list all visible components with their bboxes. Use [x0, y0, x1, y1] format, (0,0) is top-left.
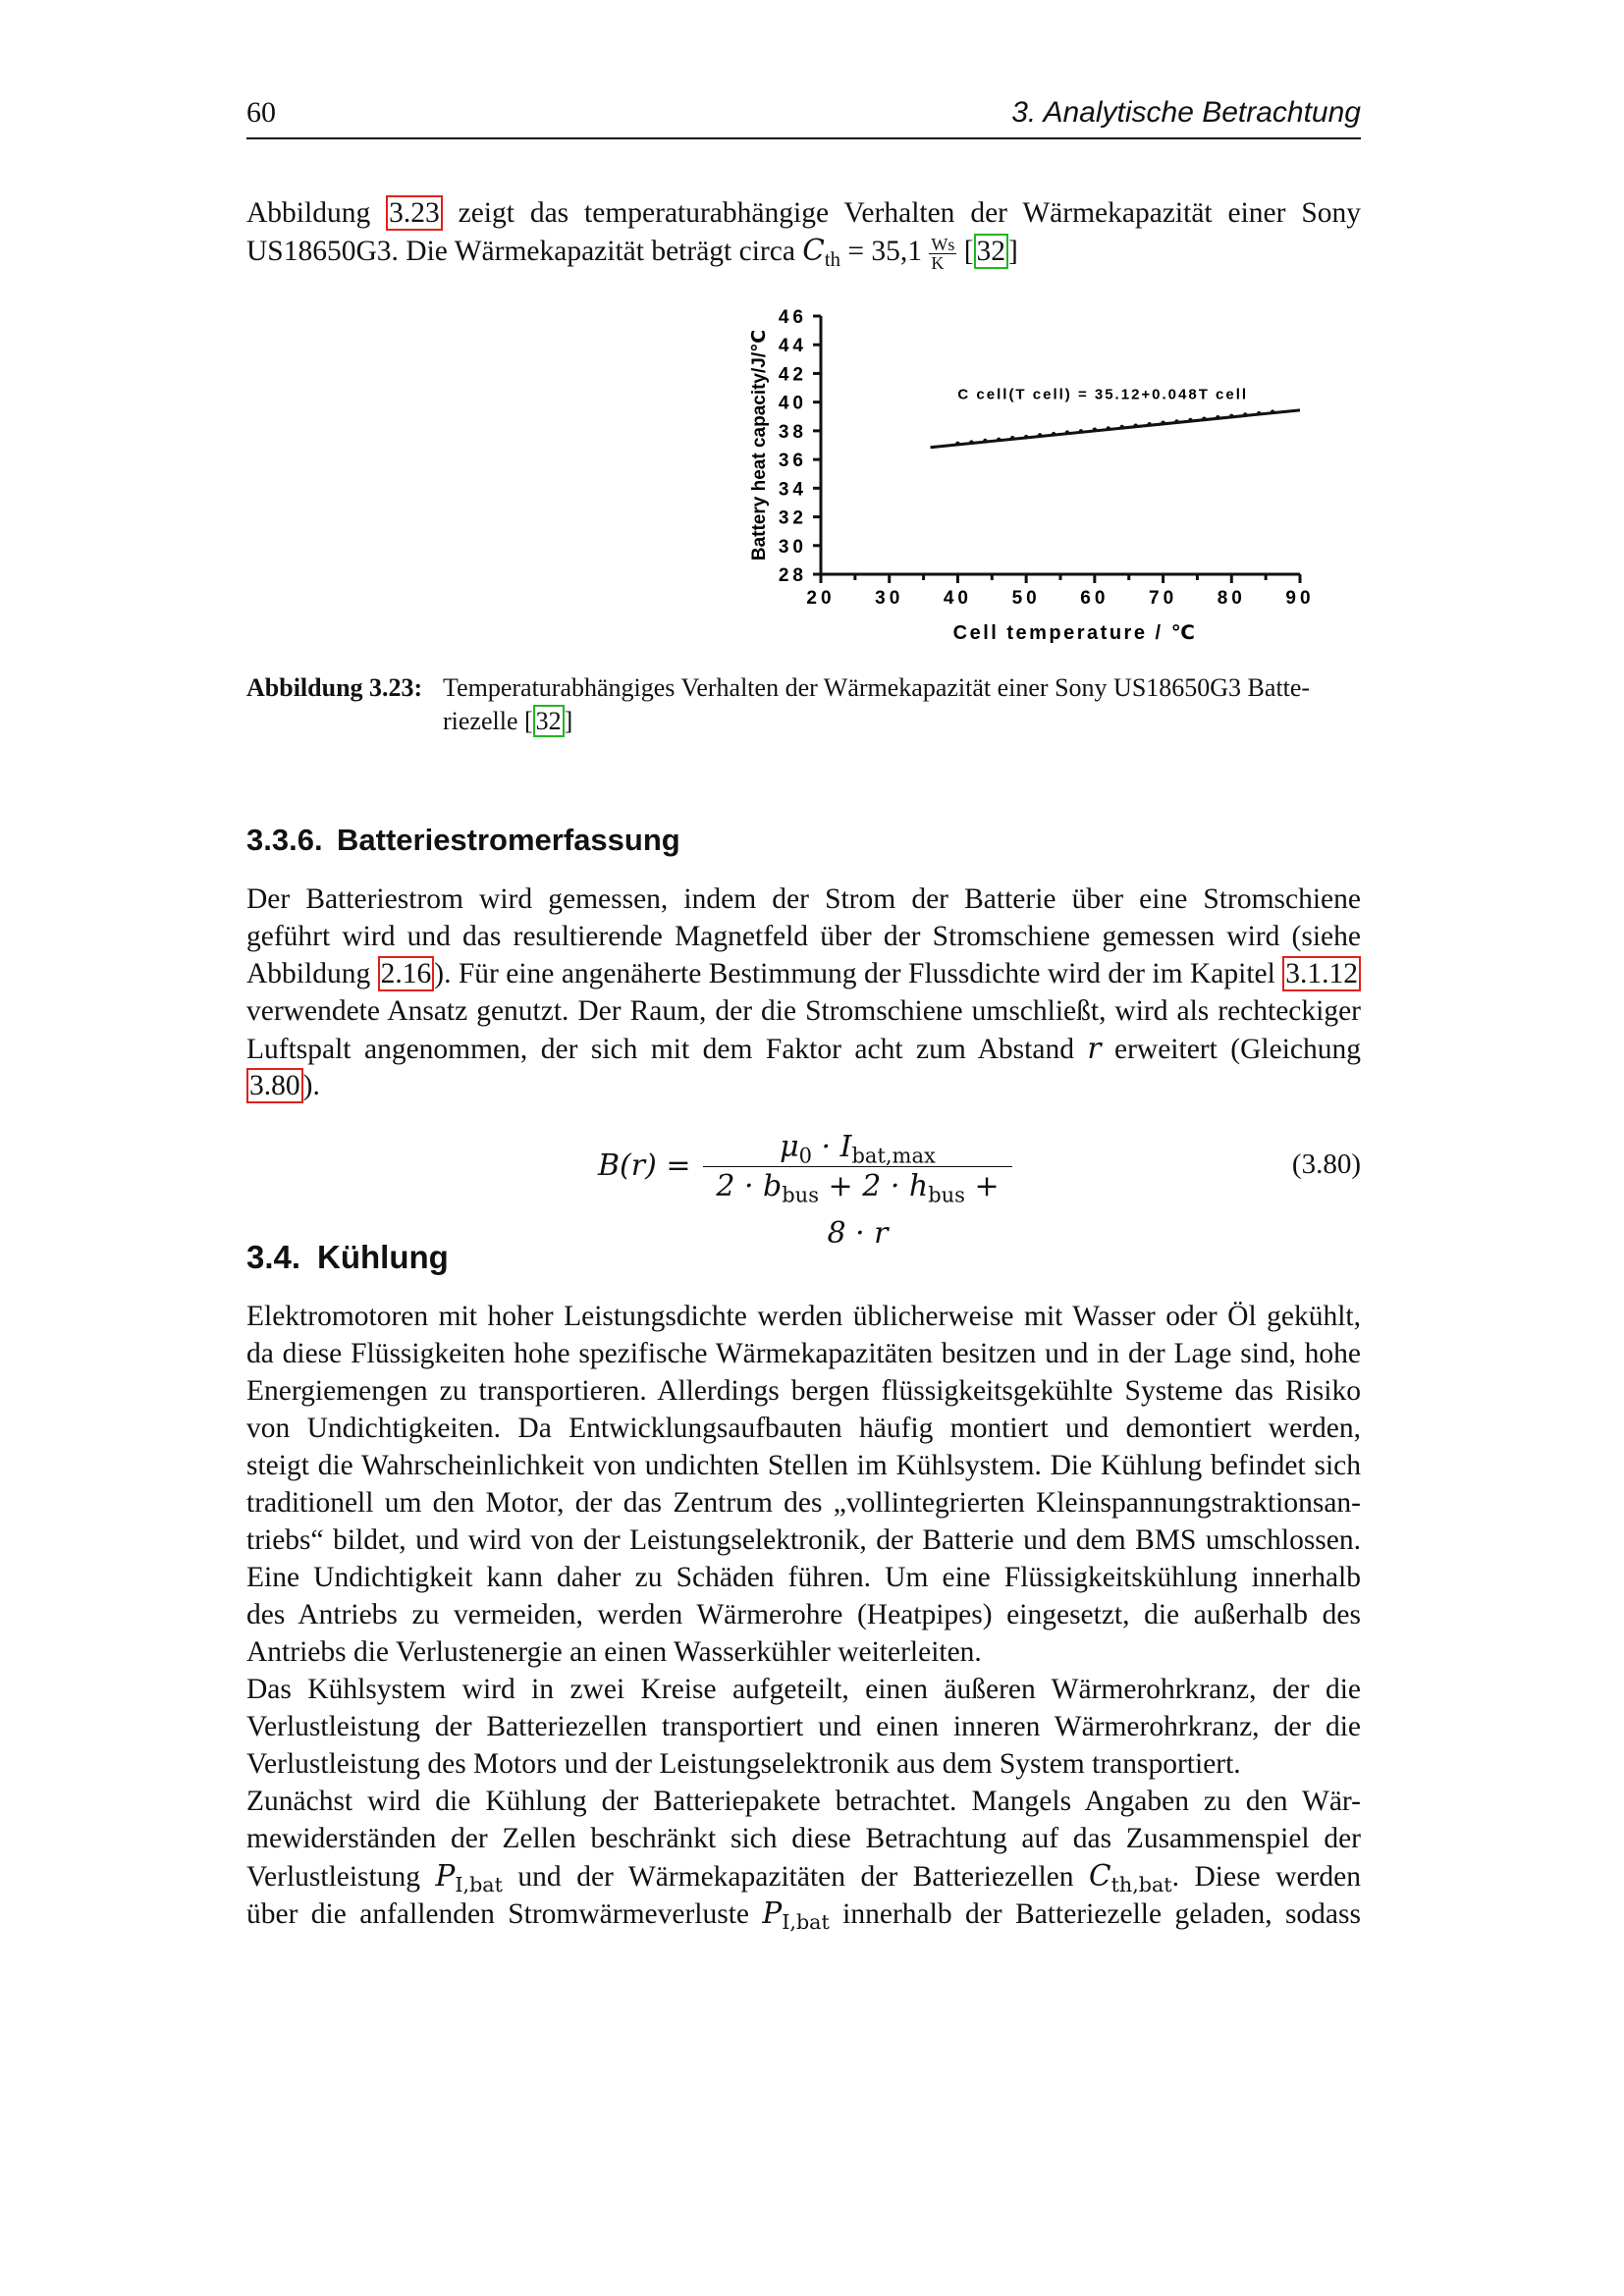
- y-tick-label: 44: [778, 336, 807, 357]
- paragraph-cooling: [246, 1298, 1361, 1935]
- equation-link[interactable]: 3.80: [246, 1068, 303, 1103]
- math-subscript: 0: [798, 1144, 813, 1168]
- math-subscript: bat,max: [851, 1144, 936, 1168]
- x-tick-label: 50: [1011, 588, 1041, 609]
- math-text: 2 · b: [716, 1169, 783, 1203]
- data-point: [1024, 435, 1028, 439]
- text-line: verwendete Ansatz genutzt. Der Raum, der die Stromschiene umschließt, wird als rechteckiger: [246, 995, 1361, 1027]
- text-run: Luftspalt angenommen, der sich mit dem Faktor acht zum Abstand: [246, 1034, 1088, 1065]
- data-point: [997, 438, 1001, 442]
- equation-number: (3.80): [1291, 1148, 1361, 1180]
- running-header: [246, 94, 1361, 139]
- text-run: . Diese werden: [1171, 1861, 1361, 1893]
- citation-link[interactable]: 32: [974, 234, 1009, 269]
- chapter-title: 3. Analytische Betrachtung: [1011, 96, 1361, 129]
- caption-text: Temperaturabhängiges Verhalten der Wärmekapazität einer Sony US18650G3 Batte-: [443, 673, 1311, 702]
- math-symbol: P: [762, 1896, 783, 1930]
- text-run: erweitert (Gleichung: [1101, 1034, 1361, 1065]
- data-point: [969, 440, 973, 444]
- section-heading: [246, 823, 680, 858]
- figure-link[interactable]: 2.16: [378, 956, 435, 991]
- data-point: [1065, 430, 1069, 434]
- math-symbol: P: [435, 1859, 456, 1893]
- x-tick-label: 20: [806, 588, 836, 609]
- data-point: [1161, 421, 1164, 425]
- citation-link[interactable]: 32: [533, 705, 565, 737]
- y-tick-label: 36: [778, 451, 807, 472]
- math-symbol: r: [1087, 1032, 1102, 1065]
- math-text: + 8 · r: [827, 1169, 1000, 1252]
- text-line: Eine Undichtigkeit kann daher zu Schäden führen. Um eine Flüssigkeitskühlung innerhalb: [246, 1562, 1361, 1593]
- data-point: [1229, 414, 1233, 418]
- data-point: [1093, 428, 1097, 432]
- y-tick-label: 46: [778, 307, 807, 328]
- caption-text: riezelle: [443, 707, 524, 735]
- x-tick-label: 60: [1080, 588, 1110, 609]
- text-line: da diese Flüssigkeiten hohe spezifische Wärmekapazitäten besitzen und in der Lage sind, hohe: [246, 1338, 1361, 1369]
- text-line: Verlustleistung der Batteriezellen transportiert und einen inneren Wärmerohrkranz, der die: [246, 1711, 1361, 1742]
- fraction-denominator: K: [931, 252, 945, 273]
- equation-lhs: B(r) =: [598, 1148, 691, 1183]
- text-line: Der Batteriestrom wird gemessen, indem der Strom der Batterie über eine Stromschiene: [246, 883, 1361, 915]
- math-subscript: bus: [782, 1183, 819, 1207]
- y-tick-label: 40: [778, 393, 807, 414]
- section-title: Batteriestromerfassung: [337, 823, 680, 857]
- math-subscript: th,bat: [1110, 1873, 1172, 1897]
- data-point: [1052, 432, 1056, 436]
- page-number: 60: [246, 96, 276, 129]
- section-number: 3.4.: [246, 1239, 301, 1275]
- fit-annotation: C cell(T cell) = 35.12+0.048T cell: [957, 386, 1249, 403]
- text-line: Das Kühlsystem wird in zwei Kreise aufgeteilt, einen äußeren Wärmerohrkranz, der die: [246, 1674, 1361, 1705]
- data-point: [1202, 416, 1206, 420]
- data-point: [1107, 426, 1110, 430]
- x-tick-label: 80: [1217, 588, 1246, 609]
- x-axis-label: Cell temperature / ℃: [952, 622, 1198, 644]
- y-tick-label: 38: [778, 421, 807, 443]
- text-run: ).: [302, 1070, 320, 1101]
- section-title: Kühlung: [317, 1239, 449, 1275]
- x-tick-label: 90: [1285, 588, 1315, 609]
- text-run: über die anfallenden Stromwärmeverluste: [246, 1898, 763, 1930]
- data-point: [1188, 418, 1192, 422]
- math-text: + 2 · h: [818, 1169, 929, 1203]
- math-subscript: I,bat: [782, 1910, 830, 1935]
- text-line: traditionell um den Motor, der das Zentrum des „vollintegrierten Kleinspannungstraktionsan-: [246, 1487, 1361, 1519]
- math-text: · I: [812, 1130, 852, 1164]
- math-symbol: C: [1089, 1859, 1111, 1893]
- section-number: 3.3.6.: [246, 823, 323, 857]
- text-run: und der Wärmekapazitäten der Batteriezellen: [502, 1861, 1090, 1893]
- data-point: [1010, 436, 1014, 440]
- text-run: innerhalb der Batteriezelle geladen, sodass: [829, 1898, 1361, 1930]
- text-line: Energiemengen zu transportieren. Allerdings bergen flüssigkeitsgekühlte Systeme das Risiko: [246, 1375, 1361, 1407]
- math-text: = 35,1: [839, 236, 930, 267]
- text-run: Abbildung: [246, 958, 378, 989]
- math-subscript: I,bat: [455, 1873, 503, 1897]
- data-point: [1120, 425, 1124, 429]
- data-point: [1216, 415, 1219, 419]
- data-point: [1079, 429, 1083, 433]
- equation-numerator: [703, 1129, 1012, 1167]
- data-point: [1147, 422, 1151, 426]
- heat-capacity-chart: [492, 304, 1326, 648]
- math-symbol: C: [802, 234, 825, 267]
- text-line: des Antriebs zu vermeiden, werden Wärmerohre (Heatpipes) eingesetzt, die außerhalb des: [246, 1599, 1361, 1630]
- x-tick-label: 40: [943, 588, 972, 609]
- y-tick-label: 28: [778, 565, 807, 586]
- intro-text: US18650G3. Die Wärmekapazität beträgt circa: [246, 236, 803, 267]
- data-point: [955, 442, 959, 446]
- text-line: von Undichtigkeiten. Da Entwicklungsaufbauten häufig montiert und demontiert werden,: [246, 1413, 1361, 1444]
- data-point: [1271, 409, 1274, 413]
- text-line: Zunächst wird die Kühlung der Batteriepakete betrachtet. Mangels Angaben zu den Wär-: [246, 1786, 1361, 1817]
- intro-paragraph: Abbildung 3.23 zeigt das temperaturabhängige Verhalten der Wärmekapazität einer Sony US18650G3. Die Wärmekapazität beträgt circa $C_{th} = 35,1$ $\frac{Ws}{K}$ [ 32 ]: [246, 197, 1361, 273]
- data-point: [983, 439, 987, 443]
- text-line: Verlustleistung des Motors und der Leistungselektronik aus dem System transportiert.: [246, 1748, 1241, 1780]
- unit-fraction: [929, 236, 956, 272]
- text-line: triebs“ bildet, und wird von der Leistungselektronik, der Batterie und dem BMS umschlossen.: [246, 1524, 1361, 1556]
- caption-label: Abbildung 3.23:: [246, 673, 423, 702]
- math-subscript: bus: [928, 1183, 965, 1207]
- data-point: [1174, 419, 1178, 423]
- x-tick-label: 30: [875, 588, 904, 609]
- data-point: [1038, 433, 1042, 437]
- y-tick-label: 42: [778, 364, 807, 386]
- x-tick-label: 70: [1149, 588, 1178, 609]
- intro-text: zeigt das temperaturabhängige Verhalten der Wärmekapazität einer Sony: [442, 197, 1361, 229]
- text-line: Antriebs die Verlustenergie an einen Wasserkühler weiterleiten.: [246, 1636, 982, 1668]
- data-point: [1243, 412, 1247, 416]
- text-line: steigt die Wahrscheinlichkeit von undichten Stellen im Kühlsystem. Die Kühlung befindet sich: [246, 1450, 1361, 1481]
- y-axis-label: Battery heat capacity/J/℃: [749, 329, 770, 561]
- figure-link[interactable]: 3.23: [386, 195, 443, 231]
- text-run: ). Für eine angenäherte Bestimmung der Flussdichte wird der im Kapitel: [434, 958, 1283, 989]
- y-tick-label: 34: [778, 479, 807, 501]
- y-tick-label: 32: [778, 507, 807, 529]
- text-line: mewiderständen der Zellen beschränkt sich diese Betrachtung auf das Zusammenspiel der: [246, 1823, 1361, 1854]
- section-heading: [246, 1239, 449, 1276]
- paragraph-current-measurement: [246, 881, 1361, 1104]
- math-subscript: th: [824, 249, 840, 272]
- fraction-numerator: Ws: [931, 234, 955, 254]
- text-line: Elektromotoren mit hoher Leistungsdichte werden üblicherweise mit Wasser oder Öl gekühlt,: [246, 1301, 1361, 1332]
- text-line: geführt wird und das resultierende Magnetfeld über der Stromschiene gemessen wird (siehe: [246, 921, 1361, 952]
- text-run: Verlustleistung: [246, 1861, 436, 1893]
- intro-text: Abbildung: [246, 197, 387, 229]
- data-point: [1257, 411, 1261, 415]
- chapter-link[interactable]: 3.1.12: [1282, 956, 1361, 991]
- data-point: [1133, 423, 1137, 427]
- y-tick-label: 30: [778, 536, 807, 558]
- math-text: μ: [780, 1130, 799, 1164]
